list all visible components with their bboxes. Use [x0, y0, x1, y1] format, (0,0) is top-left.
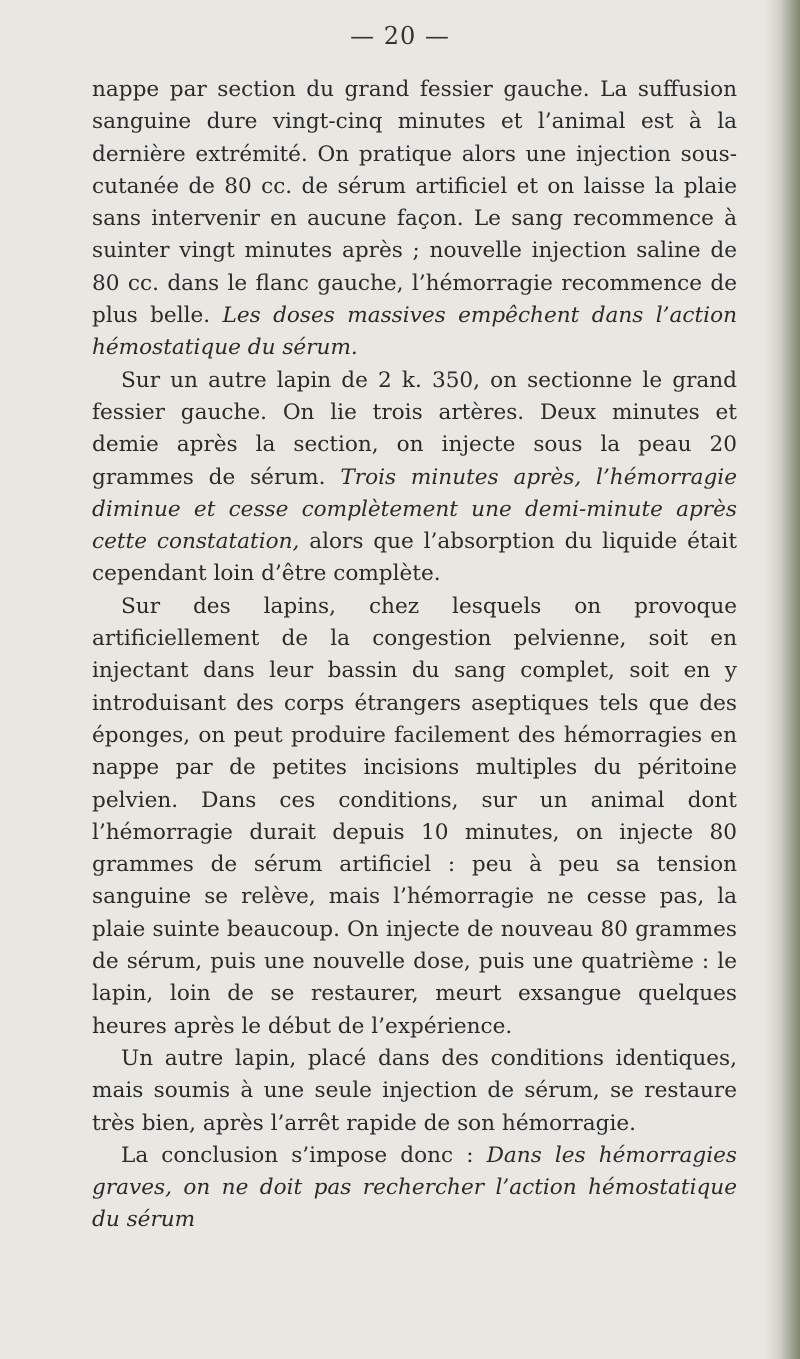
- paragraph: [92, 591, 737, 1043]
- text-run: nappe par section du grand fessier gauche. La suffusion sanguine dure vingt-cinq minutes et l’animal est à la dernière extrémité. On pratique alors une injection sous-cutanée de 80 cc. de sérum artificiel et on laisse la plaie sans intervenir en aucune façon. Le sang recommence à suinter vingt minutes après ; nouvelle injection saline de 80 cc. dans le flanc gauche, l’hémorragie recommence de plus belle.: [92, 77, 737, 329]
- page-number: — 20 —: [350, 22, 450, 50]
- text-run: Un autre lapin, placé dans des conditions identiques, mais soumis à une seule injection de sérum, se restaure très bien, après l’arrêt rapide de son hémorragie.: [92, 1045, 737, 1136]
- paragraph: [92, 1043, 737, 1140]
- text-run: Sur des lapins, chez lesquels on provoque artificiellement de la congestion pelvienne, soit en injectant dans leur bassin du sang complet, soit en y introduisant des corps étrangers aseptiques tels que des éponges, on peut produire facilement des hémorragies en nappe par de petites incisions multiples du péritoine pelvien. Dans ces conditions, sur un animal dont l’hémorragie durait depuis 10 minutes, on injecte 80 grammes de sérum artificiel : peu à peu sa tension sanguine se relève, mais l’hémorragie ne cesse pas, la plaie suinte beaucoup. On injecte de nouveau 80 grammes de sérum, puis une nouvelle dose, puis une quatrième : le lapin, loin de se restaurer, meurt exsangue quelques heures après le début de l’expérience.: [92, 593, 737, 1039]
- paragraph: [92, 74, 737, 365]
- italic-run: Trois minutes après, l’hémorragie diminue et cesse complètement une demi-minute après cette constatation,: [92, 464, 737, 555]
- italic-run: Les doses massives empêchent dans l’action hémostatique du sérum.: [92, 303, 737, 361]
- text-run: Sur un autre lapin de 2 k. 350, on sectionne le grand fessier gauche. On lie trois artères. Deux minutes et demie après la section, on injecte sous la peau 20 grammes de sérum.: [92, 367, 737, 490]
- paragraph: [92, 365, 737, 591]
- page-edge-shadow: [766, 0, 800, 1359]
- paragraph: [92, 1140, 737, 1237]
- body-text: [92, 74, 737, 1237]
- text-run: alors que l’absorption du liquide était cependant loin d’être complète.: [92, 529, 737, 587]
- italic-run: Dans les hémorragies graves, on ne doit pas rechercher l’action hémostatique du sérum: [92, 1142, 737, 1233]
- text-run: La conclusion s’impose donc :: [121, 1142, 487, 1168]
